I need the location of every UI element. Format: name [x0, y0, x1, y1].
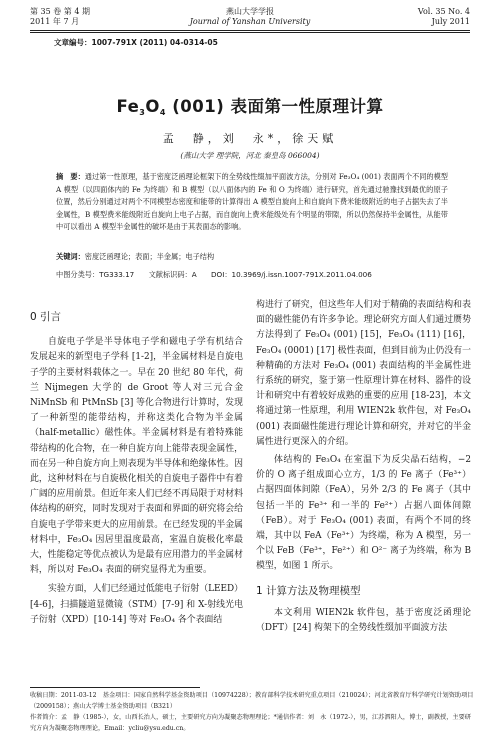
header-rule: [30, 30, 470, 31]
intro-paragraph-1: 自旋电子学是半导体电子学和磁电子学有机结合发展起来的新型电子学科 [1-2]，半金属材料是自旋电子学的主要材料载体之一。早在 20 世纪 80 年代，荷兰 Nijmegen 大学的 de Groot 等人对三元合金 NiMnSb 和 PtMnSb [3] 等化合物进行计算时，发现了一种新型的能带结构，并称这类化合物为半金属（half-metallic）磁性体。半金属材料是有着特殊能带结构的化合物，在一种自旋方向上能带表现金属性，而在另一种自旋方向上则表现为半导体和绝缘体性。因此，这种材料在与自旋极化相关的自旋电子器件中有着广阔的应用前景。但近年来人们已经不再局限于对材料体结构的研究，同时发现对于表面和界面的研究将会给自旋电子学带来更大的应用前景。在已经发现的半金属材料中，Fe₃O₄ 因居里温度最高，室温自旋极化率最大，性能稳定等优点被认为是最有应用潜力的半金属材料，所以对 Fe₃O₄ 表面的研究显得尤为重要。: [30, 337, 243, 576]
issue-date: 2011 年 7 月: [30, 17, 80, 26]
classification: 中图分类号：TG333.17 文献标识码：A DOI：10.3969/j.issn.1007-791X.2011.04.006: [56, 270, 372, 279]
keywords: [56, 252, 448, 262]
section-heading-intro: 0 引言: [30, 311, 62, 323]
keywords-label: 关键词：: [56, 252, 85, 261]
journal-name-cn: 燕山大学学报: [226, 7, 274, 16]
article-id: 文章编号：1007-791X (2011) 04-0314-05: [54, 38, 218, 47]
footnote-funding: 收稿日期：2011-03-12 基金项目：国家自然科学基金资助项目（10974228）；教育部科学技术研究重点项目（210024）；河北省教育厅科学研究计划资助项目（2009158）；燕山大学博士基金资助项目（B321）: [30, 692, 474, 710]
abstract-text: 通过第一性原理，基于密度泛函理论框架下的全势线性缀加平面波方法，分别对 Fe₃O₄ (001) 表面两个不同的模型 A 模型（以四面体内的 Fe 为终端）和 B 模型（以八面体内的 Fe 和 O 为终端）进行研究，首先通过驰豫找到最优的原子位置，然后分别通过对两个不同模型态密度和能带的计算得出 A 模型自旋向上和自旋向下费米能级附近的电子占据失去了半金属性，B 模型费米能级附近自旋向上电子占据，而自旋向上费米能级处有个明显的带隙，所以仍然保持半金属性，从能带中可以看出 A 模型半金属性的破坏是由于其表面态的影响。: [56, 172, 448, 232]
intro-paragraph-2: 实验方面，人们已经通过低能电子衍射（LEED）[4-6]，扫描隧道显微镜（STM）[7-9] 和 X-射线光电子衍射（XPD）[10-14] 等对 Fe₃O₄ 各个表面结: [30, 584, 243, 625]
footnote-rule: [30, 687, 200, 688]
paper-title: $Fe_3O_4$ (001) 表面第一性原理计算: [116, 97, 384, 117]
right-column: [256, 298, 471, 636]
issue-date-en: July 2011: [431, 17, 470, 26]
intro-paragraph-4: 体结构的 Fe₃O₄ 在室温下为反尖晶石结构，−2 价的 O 离子组成面心立方，1/3 的 Fe 离子（Fe³⁺）占据四面体间隙（FeA），另外 2/3 的 Fe 离子（其中包括一半的 Fe³⁺ 和一半的 Fe²⁺）占据八面体间隙（FeB）。对于 Fe₃O₄ (001) 表面，有两个不同的终端，其中以 FeA（Fe³⁺）为终端，称为 A 模型，另一个以 FeB（Fe³⁺，Fe²⁺）和 O²⁻ 离子为终端，称为 B 模型，如图 1 所示。: [256, 455, 471, 572]
intro-paragraph-3: 构进行了研究，但这些年人们对于精确的表面结构和表面的磁性能仍有许多争论。理论研究方面人们通过赝势方法得到了 Fe₃O₄ (001) [15]，Fe₃O₄ (111) [16]，Fe₃O₄ (0001) [17] 极性表面，但到目前为止仍没有一种精确的方法对 Fe₃O₄ (001) 表面结构的半金属性进行系统的研究，鉴于第一性原理计算在材料、器件的设计和研究中有着较好成熟的重要的应用 [18-23]，本文将通过第一性原理，利用 WIEN2k 软件包，对 Fe₃O₄ (001) 表面磁性能进行理论计算和研究，并对它的半金属性进行更深入的介绍。: [256, 300, 471, 447]
volume-issue: 第 35 卷 第 4 期: [30, 7, 90, 16]
left-column: [30, 298, 243, 628]
volume-issue-en: Vol. 35 No. 4: [417, 7, 470, 16]
authors: 孟 静，刘 永*，徐天赋: [162, 132, 338, 145]
header-rule-2: [30, 32, 470, 33]
keywords-text: 密度泛函理论；表面；半金属；电子结构: [84, 252, 215, 261]
methods-paragraph-1: 本文利用 WIEN2k 软件包，基于密度泛函理论（DFT）[24] 构架下的全势线性缀加平面波方法: [256, 607, 471, 634]
affiliation: (燕山大学 理学院，河北 秦皇岛 066004): [180, 151, 320, 160]
footnote: [30, 690, 475, 734]
abstract-label: 摘 要：: [56, 172, 85, 181]
abstract: [56, 171, 448, 234]
footnote-author-bio: 作者简介：孟 静（1985-），女，山西长治人，硕士，主要研究方向为凝聚态物理理论；*通信作者：刘 永（1972-），男，江苏泗阳人，博士，副教授，主要研究方向为凝聚态物理理论，Email：ycliu@ysu.edu.cn。: [30, 714, 471, 732]
section-heading-methods: 1 计算方法及物理模型: [256, 584, 361, 597]
journal-volume-en: [418, 7, 470, 27]
journal-name-en: Journal of Yanshan University: [189, 17, 311, 26]
